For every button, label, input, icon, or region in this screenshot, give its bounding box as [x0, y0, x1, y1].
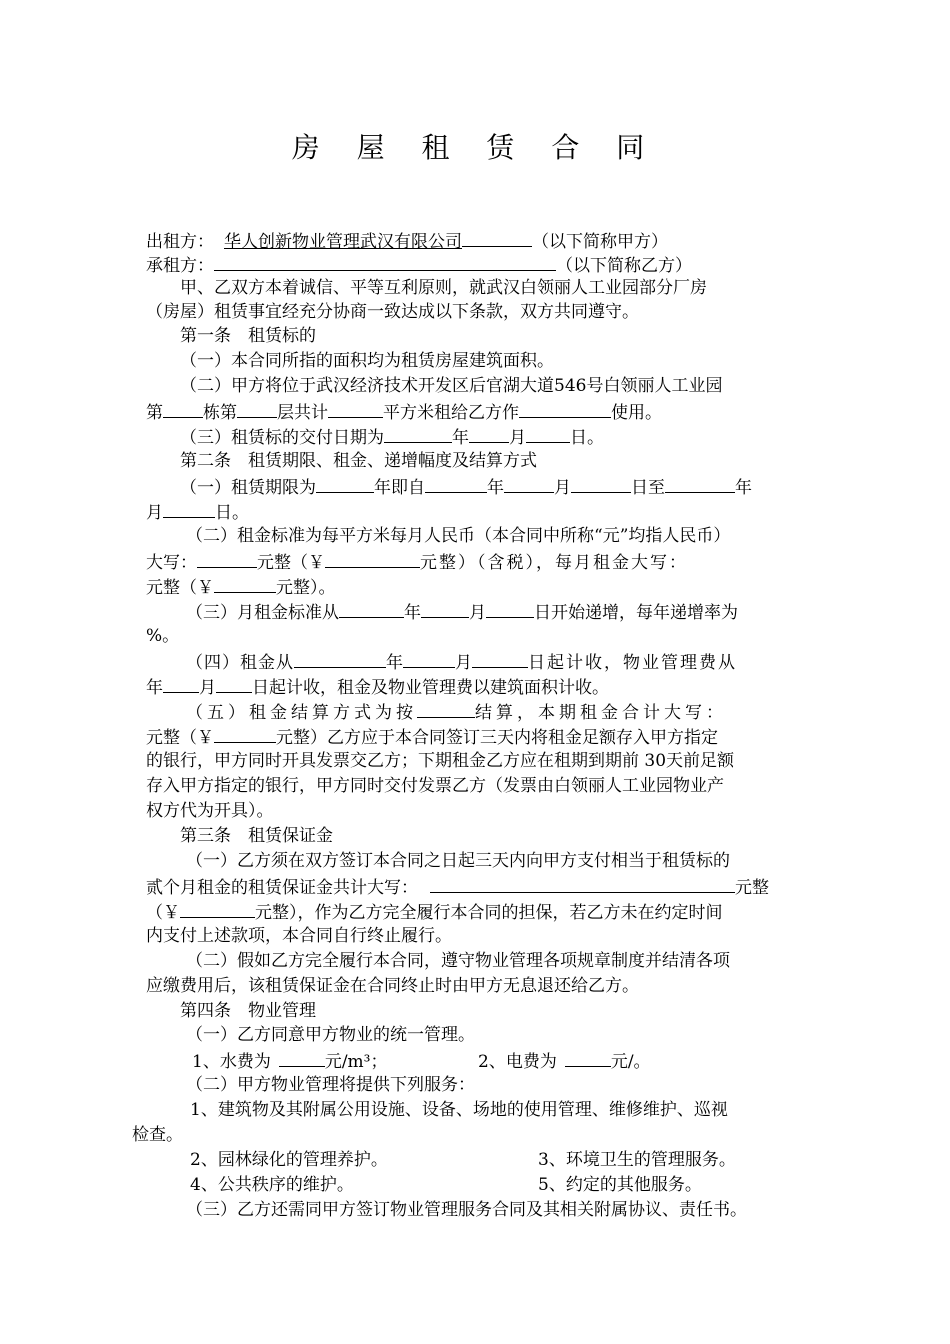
lessor-line — [146, 228, 668, 254]
text: （五）租金结算方式为按 — [186, 703, 417, 723]
lessee-line — [146, 252, 692, 278]
article-2-clause-5-cont3: 存入甲方指定的银行，甲方同时交付发票乙方（发票由白领丽人工业园物业产 — [146, 776, 724, 796]
article-4-clause-1: （一）乙方同意甲方物业的统一管理。 — [186, 1025, 475, 1045]
article-2-clause-5-cont — [146, 724, 718, 750]
usage-blank — [519, 399, 611, 418]
year-blank — [339, 599, 404, 618]
month-blank — [403, 649, 455, 668]
article-4-clause-2: （二）甲方物业管理将提供下列服务： — [186, 1075, 475, 1095]
text: （三）月租金标准从 — [186, 603, 339, 623]
service-2: 2、园林绿化的管理养护。 — [190, 1150, 388, 1170]
lessor-blank — [462, 228, 532, 247]
text: 日至 — [631, 478, 665, 498]
text: 元整（￥ — [257, 553, 325, 573]
rent-words-blank — [197, 549, 257, 568]
article-3-clause-2: （二）假如乙方完全履行本合同，遵守物业管理各项规章制度并结清各项 — [186, 951, 730, 971]
article-1-clause-1: （一）本合同所指的面积均为租赁房屋建筑面积。 — [180, 351, 554, 371]
article-1-clause-2: （二）甲方将位于武汉经济技术开发区后官湖大道546号白领丽人工业园 — [180, 376, 723, 396]
text: 元整 — [735, 878, 769, 898]
text: 年 — [404, 603, 421, 623]
text: 层共计 — [277, 403, 328, 423]
day-blank — [571, 474, 631, 493]
article-2-clause-4-cont — [146, 674, 609, 700]
article-2-clause-2: （二）租金标准为每平方米每月人民币（本合同中所称“元”均指人民币） — [186, 526, 731, 546]
text: 年即自 — [374, 478, 425, 498]
day-blank — [472, 649, 528, 668]
article-1-heading: 第一条 租赁标的 — [180, 326, 316, 346]
text: 元整）（含税），每月租金大写： — [420, 553, 688, 573]
article-2-clause-5-cont2: 的银行，甲方同时开具发票交乙方；下期租金乙方应在租期到期前 30天前足额 — [146, 751, 735, 771]
article-3-clause-1: （一）乙方须在双方签订本合同之日起三天内向甲方支付相当于租赁标的 — [186, 851, 730, 871]
text: 月 — [469, 603, 486, 623]
text: 月 — [554, 478, 571, 498]
monthly-rent-blank — [214, 574, 276, 593]
text: 元整）乙方应于本合同签订三天内将租金足额存入甲方指定 — [276, 728, 718, 748]
lessor-name: 华人创新物业管理武汉有限公司 — [224, 232, 462, 252]
text: 月 — [146, 503, 163, 523]
month-blank — [504, 474, 554, 493]
lessee-suffix: （以下简称乙方） — [556, 256, 692, 276]
service-3: 3、环境卫生的管理服务。 — [538, 1150, 736, 1170]
month-blank — [421, 599, 469, 618]
lessor-label: 出租方： — [146, 232, 214, 252]
text: （￥ — [146, 903, 180, 923]
text: 年 — [487, 478, 504, 498]
text: 使用。 — [611, 403, 662, 423]
month-blank — [163, 674, 199, 693]
text: 月 — [199, 678, 216, 698]
water-fee-line — [192, 1048, 388, 1074]
text: 元整（￥ — [146, 578, 214, 598]
text: （三）租赁标的交付日期为 — [180, 428, 384, 448]
electric-fee-line — [478, 1048, 651, 1074]
lessee-name-blank — [214, 252, 556, 271]
contract-title: 房 屋 租 赁 合 同 — [291, 131, 659, 164]
article-1-clause-3 — [180, 424, 604, 450]
deposit-words-blank — [430, 874, 735, 893]
floor-blank — [237, 399, 277, 418]
area-blank — [328, 399, 383, 418]
text: 日开始递增，每年递增率为 — [534, 603, 738, 623]
article-3-clause-1-cont3: 内支付上述款项，本合同自行终止履行。 — [146, 926, 452, 946]
article-4-clause-3: （三）乙方还需同甲方签订物业管理服务合同及其相关附属协议、责任书。 — [186, 1200, 747, 1220]
article-2-clause-1-cont — [146, 499, 249, 525]
year-blank — [665, 474, 735, 493]
text: 年 — [735, 478, 752, 498]
text: 元整）。 — [276, 578, 336, 598]
text: 日起计收，租金及物业管理费以建筑面积计收。 — [252, 678, 609, 698]
article-2-clause-1 — [180, 474, 752, 500]
deposit-number-blank — [180, 899, 255, 918]
article-2-clause-5 — [186, 699, 727, 725]
settlement-blank — [417, 699, 475, 718]
electric-fee-blank — [565, 1048, 611, 1067]
service-1-cont: 检查。 — [132, 1125, 183, 1145]
article-3-clause-2-cont: 应缴费用后，该租赁保证金在合同终止时由甲方无息退还给乙方。 — [146, 976, 639, 996]
service-1: 1、建筑物及其附属公用设施、设备、场地的使用管理、维修维护、巡视 — [190, 1100, 728, 1120]
text: 日。 — [570, 428, 604, 448]
text: 元/。 — [610, 1052, 651, 1072]
month-blank — [469, 424, 509, 443]
year-blank — [384, 424, 452, 443]
year-blank — [425, 474, 487, 493]
text: 月 — [455, 653, 472, 673]
text: 月 — [509, 428, 526, 448]
building-blank — [163, 399, 203, 418]
text: 年 — [386, 653, 403, 673]
term-blank — [316, 474, 374, 493]
article-4-heading: 第四条 物业管理 — [180, 1001, 316, 1021]
lessee-label: 承租方： — [146, 256, 214, 276]
text: 结算，本期租金合计大写： — [475, 703, 727, 723]
service-4: 4、公共秩序的维护。 — [190, 1175, 354, 1195]
article-2-clause-2-cont2 — [146, 574, 336, 600]
article-2-clause-3-cont: %。 — [146, 626, 180, 646]
intro-line-1: 甲、乙双方本着诚信、平等互利原则，就武汉白领丽人工业园部分厂房 — [180, 278, 707, 298]
lessor-suffix: （以下简称甲方） — [532, 232, 668, 252]
article-3-heading: 第三条 租赁保证金 — [180, 826, 333, 846]
day-blank — [526, 424, 570, 443]
text: 1、水费为 — [192, 1052, 271, 1072]
service-5: 5、约定的其他服务。 — [538, 1175, 702, 1195]
article-2-clause-4 — [186, 649, 737, 675]
article-1-clause-2-cont — [146, 399, 662, 425]
text: 2、电费为 — [478, 1052, 557, 1072]
text: 元/m³； — [324, 1052, 388, 1072]
text: （四）租金从 — [186, 653, 294, 673]
text: 年 — [146, 678, 163, 698]
article-2-clause-3 — [186, 599, 738, 625]
text: 日。 — [215, 503, 249, 523]
water-fee-blank — [279, 1048, 325, 1067]
rent-number-blank — [325, 549, 420, 568]
text: 年 — [452, 428, 469, 448]
article-2-heading: 第二条 租赁期限、租金、递增幅度及结算方式 — [180, 451, 537, 471]
article-3-clause-1-cont2 — [146, 899, 723, 925]
text: （一）租赁期限为 — [180, 478, 316, 498]
text: 栋第 — [203, 403, 237, 423]
text: 元整），作为乙方完全履行本合同的担保，若乙方未在约定时间 — [255, 903, 723, 923]
article-3-clause-1-cont — [146, 874, 769, 900]
month-blank — [163, 499, 215, 518]
article-2-clause-5-cont4: 权方代为开具）。 — [146, 801, 274, 821]
text: 贰个月租金的租赁保证金共计大写： — [146, 878, 418, 898]
text: 第 — [146, 403, 163, 423]
text: 元整（￥ — [146, 728, 214, 748]
text: 平方米租给乙方作 — [383, 403, 519, 423]
text: 大写： — [146, 553, 197, 573]
intro-line-2: （房屋）租赁事宜经充分协商一致达成以下条款，双方共同遵守。 — [146, 302, 639, 322]
article-2-clause-2-cont — [146, 549, 688, 575]
period-rent-blank — [214, 724, 276, 743]
text: 日起计收，物业管理费从 — [528, 653, 737, 673]
year-blank — [294, 649, 386, 668]
day-blank — [216, 674, 252, 693]
day-blank — [486, 599, 534, 618]
